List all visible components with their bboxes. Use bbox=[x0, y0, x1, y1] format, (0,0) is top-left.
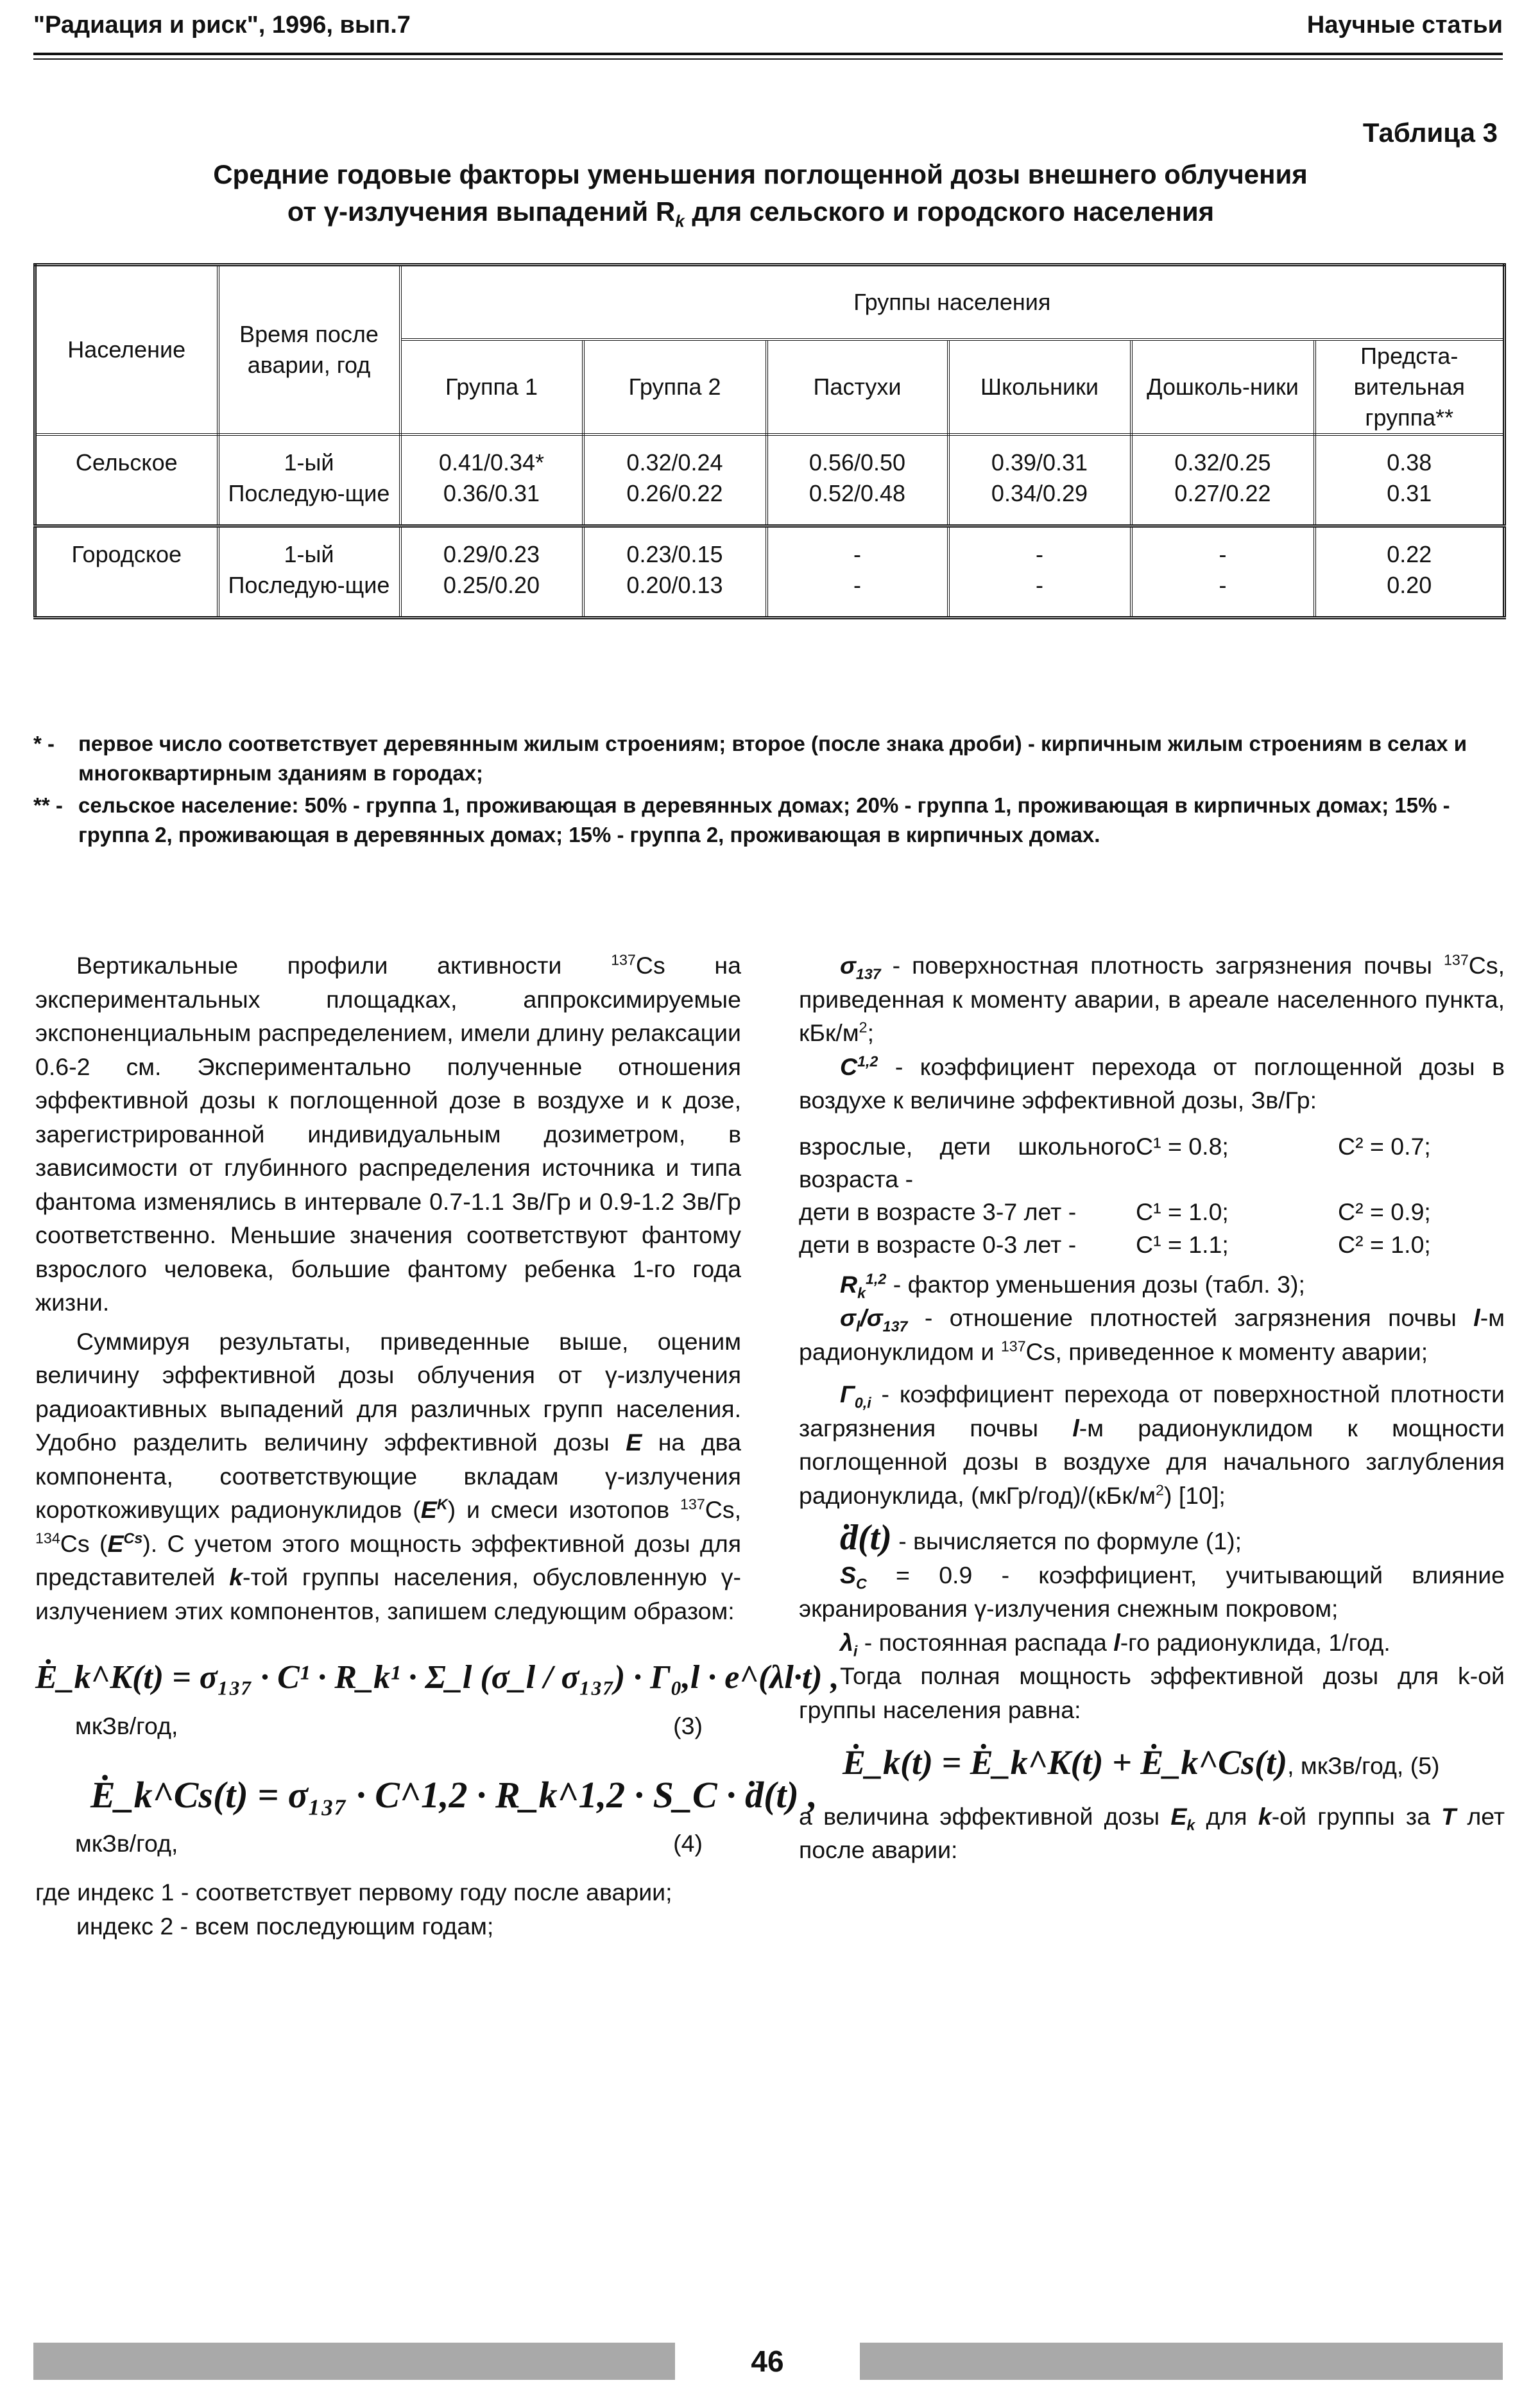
footnote bbox=[33, 729, 1503, 788]
right-column bbox=[799, 949, 1505, 1867]
cell-schoolchildren: 0.39/0.31 bbox=[948, 435, 1131, 478]
cell-shepherds: - bbox=[767, 570, 948, 618]
formula-4-number: (4) bbox=[673, 1829, 703, 1857]
cell-time: 1-ый bbox=[218, 435, 400, 478]
coefficient-age-group: дети в возрасте 0-3 лет - bbox=[799, 1230, 1077, 1258]
cell-representative: 0.31 bbox=[1315, 478, 1505, 526]
header-group2: Группа 2 bbox=[583, 340, 767, 435]
cell-representative: 0.20 bbox=[1315, 570, 1505, 618]
footer-bar-right bbox=[860, 2343, 1503, 2380]
formula-5: Ė_k(t) = Ė_k^K(t) + Ė_k^Cs(t) bbox=[843, 1743, 1288, 1782]
definition-ddot: ḋ(t) - вычисляется по формуле (1); bbox=[840, 1518, 1242, 1558]
cell-population bbox=[35, 570, 218, 618]
table-footnotes bbox=[33, 729, 1503, 852]
coefficient-c2: C² = 0.7; bbox=[1338, 1132, 1431, 1160]
cell-shepherds: - bbox=[767, 526, 948, 571]
index-definition-1: где индекс 1 - соответствует первому году после аварии; bbox=[35, 1879, 672, 1906]
footer-bar-left bbox=[33, 2343, 675, 2380]
cell-preschool: - bbox=[1131, 570, 1315, 618]
coefficient-c1: C¹ = 1.1; bbox=[1136, 1230, 1229, 1258]
cell-preschool: - bbox=[1131, 526, 1315, 571]
header-representative: Предста-вительная группа** bbox=[1315, 340, 1505, 435]
caption-line-1: Средние годовые факторы уменьшения поглощенной дозы внешнего облучения bbox=[213, 159, 1308, 189]
cell-population: Городское bbox=[35, 526, 218, 571]
cell-group1: 0.36/0.31 bbox=[400, 478, 583, 526]
table-row bbox=[35, 526, 1505, 571]
formula-4-units: мкЗв/год, bbox=[75, 1829, 178, 1857]
cell-preschool: 0.32/0.25 bbox=[1131, 435, 1315, 478]
reduction-factor-table bbox=[33, 263, 1506, 619]
coefficient-c1: C¹ = 1.0; bbox=[1136, 1198, 1229, 1225]
coefficient-c1: C¹ = 0.8; bbox=[1136, 1132, 1229, 1160]
page-number: 46 bbox=[751, 2345, 784, 2378]
cell-representative: 0.38 bbox=[1315, 435, 1505, 478]
cell-population bbox=[35, 478, 218, 526]
footnote-text: первое число соответствует деревянным жилым строениям; второе (после знака дроби) - кирпичным жилым строениям в селах и многоквартирным зданиям в городах; bbox=[78, 732, 1467, 785]
left-column bbox=[35, 949, 839, 1943]
header-population: Население bbox=[35, 265, 218, 435]
formula-5-units: , мкЗв/год, (5) bbox=[1287, 1752, 1440, 1779]
index-definition-2: индекс 2 - всем последующим годам; bbox=[76, 1912, 494, 1940]
header-schoolchildren: Школьники bbox=[948, 340, 1131, 435]
paragraph-summary: Суммируя результаты, приведенные выше, оценим величину эффективной дозы облучения от γ-излучения радиоактивных выпадений для различных групп населения. Удобно разделить величину эффективной дозы E на два компонента, соответствующие вкладам γ-излучения короткоживущих радионуклидов $(E^K)$ и смеси изотопов $^{137}$Cs, $^{134}$Cs $(E^{Cs})$. С учетом этого мощность эффективной дозы для представителей k-той группы населения, обусловленную γ-излучением этих компонентов, запишем следующим образом: bbox=[35, 1327, 742, 1624]
formula-3-number: (3) bbox=[673, 1712, 703, 1739]
formula-5-row bbox=[799, 1743, 1505, 1783]
cell-time: 1-ый bbox=[218, 526, 400, 571]
coefficient-c2: C² = 1.0; bbox=[1338, 1230, 1431, 1258]
table-row bbox=[35, 570, 1505, 618]
formula-4: Ė_k^Cs(t) = σ₁₃₇ · C^1,2 · R_k^1,2 · S_C · ḋ(t) , bbox=[90, 1774, 817, 1816]
cell-group1: 0.41/0.34* bbox=[400, 435, 583, 478]
journal-title: "Радиация и риск", 1996, вып.7 bbox=[33, 12, 411, 39]
formula-4-units-row bbox=[35, 1827, 741, 1861]
section-title: Научные статьи bbox=[1306, 12, 1503, 39]
cell-schoolchildren: - bbox=[948, 526, 1131, 571]
cell-population: Сельское bbox=[35, 435, 218, 478]
definition-ratio: $\sigma_l/\sigma_{137}$ - отношение плотностей загрязнения почвы l-м радионуклидом и $^{137}$Cs, приведенное к моменту аварии; bbox=[799, 1304, 1505, 1365]
final-dose-intro: а величина эффективной дозы $E_k$ для k-ой группы за T лет после аварии: bbox=[799, 1802, 1505, 1863]
coefficient-row bbox=[799, 1196, 1505, 1228]
cell-shepherds: 0.56/0.50 bbox=[767, 435, 948, 478]
definition-sigma137: $\sigma_{137}$ - поверхностная плотность загрязнения почвы $^{137}$Cs, приведенная к моменту аварии, в ареале населенного пункта, кБк/$м^2$; bbox=[799, 951, 1505, 1046]
cell-group2: 0.23/0.15 bbox=[583, 526, 767, 571]
coefficient-age-group: дети в возрасте 3-7 лет - bbox=[799, 1198, 1077, 1225]
coefficient-age-group: взрослые, дети школьного возраста - bbox=[799, 1132, 1136, 1192]
header-shepherds: Пастухи bbox=[767, 340, 948, 435]
definition-gamma: $\Gamma_{0,i}$ - коэффициент перехода от поверхностной плотности загрязнения почвы l-м радионуклидом к мощности поглощенной дозы в воздухе для начального заглубления радионуклида, $(мкГр/год)/(кБк/м^2)$ [10]; bbox=[799, 1381, 1505, 1509]
cell-time: Последую-щие bbox=[218, 570, 400, 618]
definition-lambda: $\lambda_i$ - постоянная распада l-го радионуклида, 1/год. bbox=[840, 1628, 1390, 1659]
header-groups: Группы населения bbox=[400, 265, 1505, 340]
footnote bbox=[33, 791, 1503, 850]
formula-3-units-row bbox=[35, 1709, 741, 1743]
table-label: Таблица 3 bbox=[1362, 117, 1498, 148]
cell-representative: 0.22 bbox=[1315, 526, 1505, 571]
coefficient-row bbox=[799, 1228, 1505, 1261]
footnote-mark: ** - bbox=[33, 793, 63, 817]
definition-c: C$^{1,2}$ - коэффициент перехода от поглощенной дозы в воздухе к величине эффективной дозы, Зв/Гр: bbox=[799, 1053, 1505, 1114]
coefficient-c2: C² = 0.9; bbox=[1338, 1198, 1431, 1225]
cell-schoolchildren: 0.34/0.29 bbox=[948, 478, 1131, 526]
header-time: Время после аварии, год bbox=[218, 265, 400, 435]
footnote-mark: * - bbox=[33, 732, 55, 755]
paragraph-relaxation: Вертикальные профили активности $^{137}$Cs на экспериментальных площадках, аппроксимируемые экспоненциальным распределением, имели длину релаксации 0.6-2 см. Экспериментально полученные отношения эффективной дозы к поглощенной дозе в воздухе и к дозе, зарегистрированной индивидуальным дозиметром, в зависимости от глубинного распределения источника и типа фантома изменялись в интервале 0.7-1.1 Зв/Гр и 0.9-1.2 Зв/Гр соответственно. Меньшие значения соответствуют фантому взрослого человека, большие фантому ребенка 1-го года жизни. bbox=[35, 951, 741, 1316]
formula-3-units: мкЗв/год, bbox=[75, 1712, 178, 1739]
definition-sc: $S_C = 0.9$ - коэффициент, учитывающий влияние экранирования γ-излучения снежным покровом; bbox=[799, 1561, 1505, 1622]
table-row bbox=[35, 435, 1505, 478]
cell-group2: 0.20/0.13 bbox=[583, 570, 767, 618]
cell-preschool: 0.27/0.22 bbox=[1131, 478, 1315, 526]
cell-group2: 0.26/0.22 bbox=[583, 478, 767, 526]
cell-schoolchildren: - bbox=[948, 570, 1131, 618]
header-rule bbox=[33, 53, 1503, 60]
cell-time: Последую-щие bbox=[218, 478, 400, 526]
caption-line-2: от γ-излучения выпадений $R_k$ для сельского и городского населения bbox=[287, 196, 1215, 231]
coefficient-row bbox=[799, 1130, 1505, 1196]
formula-3: Ė_k^K(t) = σ₁₃₇ · C¹ · R_k¹ · Σ_l (σ_l / σ₁₃₇) · Γ₀,l · e^(λl·t) , bbox=[35, 1659, 839, 1696]
header-group1: Группа 1 bbox=[400, 340, 583, 435]
footnote-text: сельское население: 50% - группа 1, проживающая в деревянных домах; 20% - группа 1, проживающая в кирпичных домах; 15% - группа 2, проживающая в деревянных домах; 15% - группа 2, проживающая в кирпичных домах. bbox=[78, 793, 1450, 847]
header-preschool: Дошколь-ники bbox=[1131, 340, 1315, 435]
conversion-coefficients bbox=[799, 1130, 1505, 1261]
total-dose-intro: Тогда полная мощность эффективной дозы для k-ой группы населения равна: bbox=[799, 1662, 1505, 1723]
definition-r: $R_k^{1,2}$ - фактор уменьшения дозы (табл. 3); bbox=[840, 1270, 1305, 1301]
cell-shepherds: 0.52/0.48 bbox=[767, 478, 948, 526]
table-row bbox=[35, 478, 1505, 526]
running-header bbox=[33, 9, 1503, 50]
cell-group1: 0.25/0.20 bbox=[400, 570, 583, 618]
cell-group1: 0.29/0.23 bbox=[400, 526, 583, 571]
table-caption bbox=[77, 156, 1444, 230]
cell-group2: 0.32/0.24 bbox=[583, 435, 767, 478]
